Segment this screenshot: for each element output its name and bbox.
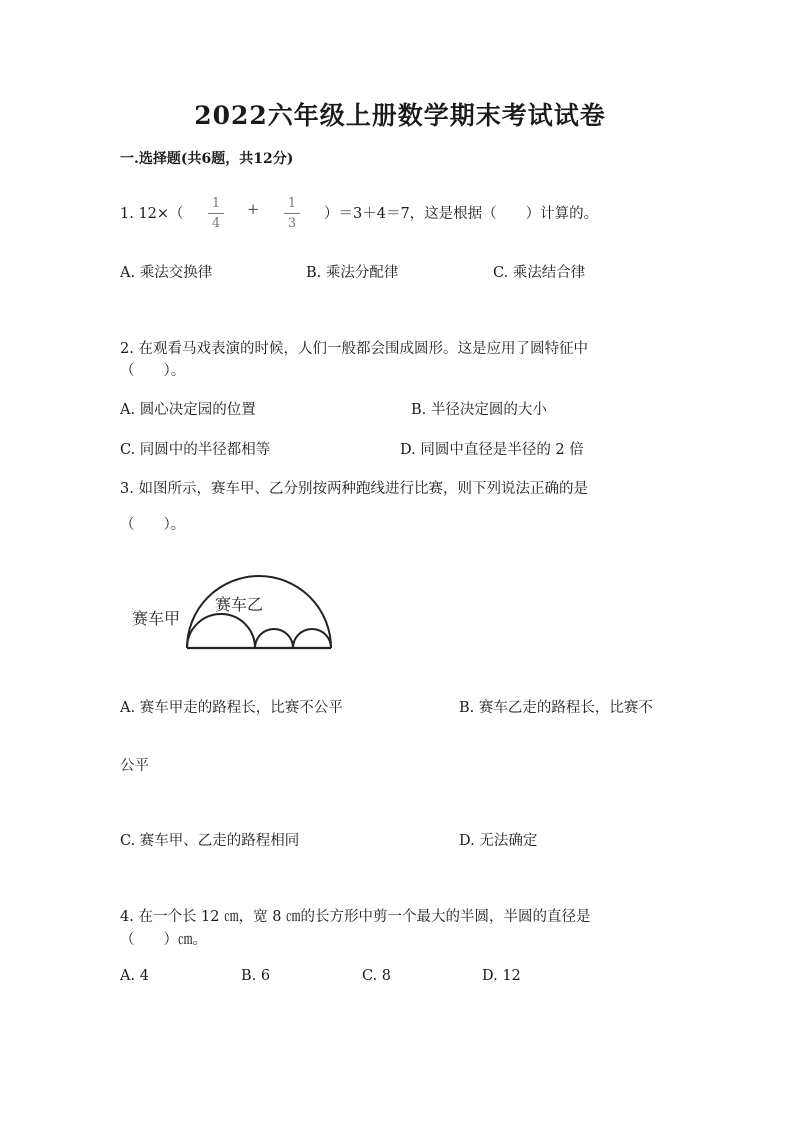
q2-line-2: （ ）。	[120, 363, 186, 379]
race-track-figure	[125, 560, 345, 660]
q1-prefix: 1. 12×（	[120, 206, 184, 222]
q2-option-b[interactable]: B. 半径决定圆的大小	[411, 402, 547, 418]
q1-fraction-1	[208, 196, 224, 231]
q1-plus: +	[247, 202, 260, 218]
q2-option-d[interactable]: D. 同圆中直径是半径的 2 倍	[400, 442, 584, 458]
q1-fraction-2	[284, 196, 300, 231]
q2-option-a[interactable]: A. 圆心决定园的位置	[120, 402, 256, 418]
small-semicircle-1	[187, 614, 255, 648]
q4-line-1: 4. 在一个长 12 ㎝，宽 8 ㎝的长方形中剪一个最大的半圆，半圆的直径是	[120, 909, 591, 925]
q2-line-1: 2. 在观看马戏表演的时候，人们一般都会围成圆形。这是应用了圆特征中	[120, 341, 588, 357]
q3-line-2: （ ）。	[120, 517, 186, 533]
q1-option-a[interactable]: A. 乘法交换律	[120, 265, 213, 281]
q4-line-2: （ ）㎝。	[120, 932, 207, 948]
small-semicircle-3	[293, 629, 331, 648]
q1-suffix: ）＝3＋4＝7，这是根据（ ）计算的。	[324, 206, 599, 222]
q4-option-a[interactable]: A. 4	[120, 968, 149, 984]
q1-frac1-numerator: 1	[211, 196, 221, 211]
page-title: 2022六年级上册数学期末考试试卷	[194, 101, 606, 130]
q4-option-c[interactable]: C. 8	[362, 968, 392, 984]
q3-line-1: 3. 如图所示，赛车甲、乙分别按两种跑线进行比赛，则下列说法正确的是	[120, 481, 588, 497]
q1-option-c[interactable]: C. 乘法结合律	[493, 265, 586, 281]
q1-option-b[interactable]: B. 乘法分配律	[306, 265, 399, 281]
q1-frac2-denominator: 3	[287, 216, 297, 231]
q3-option-d[interactable]: D. 无法确定	[459, 833, 538, 849]
q3-option-b[interactable]: B. 赛车乙走的路程长，比赛不	[459, 700, 653, 716]
section-heading: 一.选择题(共6题，共12分)	[120, 151, 294, 167]
q2-option-c[interactable]: C. 同圆中的半径都相等	[120, 442, 271, 458]
q4-option-d[interactable]: D. 12	[482, 968, 521, 984]
q3-option-c[interactable]: C. 赛车甲、乙走的路程相同	[120, 833, 300, 849]
small-semicircle-2	[255, 629, 293, 648]
q3-option-a[interactable]: A. 赛车甲走的路程长，比赛不公平	[120, 700, 343, 716]
q4-option-b[interactable]: B. 6	[241, 968, 271, 984]
label-car-a: 赛车甲	[132, 609, 181, 628]
q3-option-b-continued: 公平	[120, 758, 149, 774]
label-car-b: 赛车乙	[215, 595, 264, 614]
q1-frac2-numerator: 1	[287, 196, 297, 211]
q1-frac1-denominator: 4	[211, 216, 221, 231]
